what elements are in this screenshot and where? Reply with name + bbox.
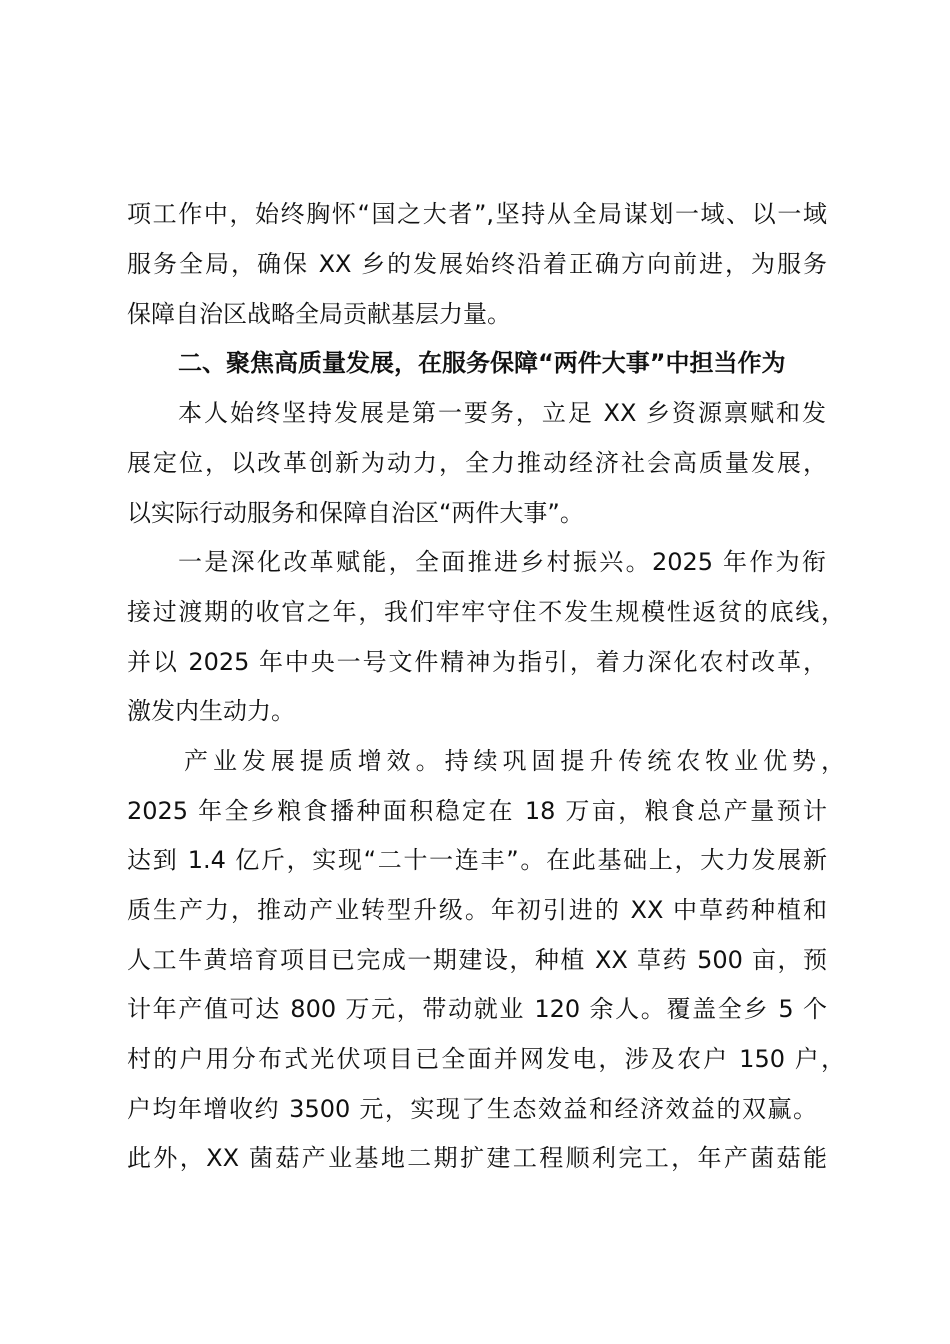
text-line: 村的户用分布式光伏项目已全面并网发电，涉及农户 150 户， (127, 1045, 845, 1073)
text-line: 计年产值可达 800 万元，带动就业 120 余人。覆盖全乡 5 个 (127, 995, 827, 1023)
text-line: 达到 1.4 亿斤，实现“二十一连丰”。在此基础上，大力发展新 (127, 846, 827, 874)
text-line: 以实际行动服务和保障自治区“两件大事”。 (127, 499, 584, 527)
text-line: 并以 2025 年中央一号文件精神为指引，着力深化农村改革， (127, 648, 827, 676)
text-line: 此外，XX 菌菇产业基地二期扩建工程顺利完工，年产菌菇能 (127, 1144, 827, 1172)
text-line: 本人始终坚持发展是第一要务，立足 XX 乡资源禀赋和发 (178, 399, 826, 427)
text-line: 接过渡期的收官之年，我们牢牢守住不发生规模性返贫的底线， (127, 598, 845, 626)
section-heading: 二、聚焦高质量发展，在服务保障“两件大事”中担当作为 (178, 349, 786, 377)
text-line: 项工作中，始终胸怀“国之大者”,坚持从全局谋划一域、以一域 (127, 200, 827, 228)
text-line: 2025 年全乡粮食播种面积稳定在 18 万亩，粮食总产量预计 (127, 797, 827, 825)
text-line: 产业发展提质增效。持续巩固提升传统农牧业优势， (184, 747, 845, 775)
text-line: 服务全局，确保 XX 乡的发展始终沿着正确方向前进，为服务 (127, 250, 827, 278)
text-line: 保障自治区战略全局贡献基层力量。 (127, 300, 511, 328)
text-line: 质生产力，推动产业转型升级。年初引进的 XX 中草药种植和 (127, 896, 827, 924)
text-line: 展定位，以改革创新为动力，全力推动经济社会高质量发展， (127, 449, 827, 477)
text-line: 激发内生动力。 (127, 697, 295, 725)
text-line: 户均年增收约 3500 元，实现了生态效益和经济效益的双赢。 (127, 1095, 817, 1123)
text-line: 一是深化改革赋能，全面推进乡村振兴。2025 年作为衔 (178, 548, 826, 576)
text-line: 人工牛黄培育项目已完成一期建设，种植 XX 草药 500 亩，预 (127, 946, 827, 974)
